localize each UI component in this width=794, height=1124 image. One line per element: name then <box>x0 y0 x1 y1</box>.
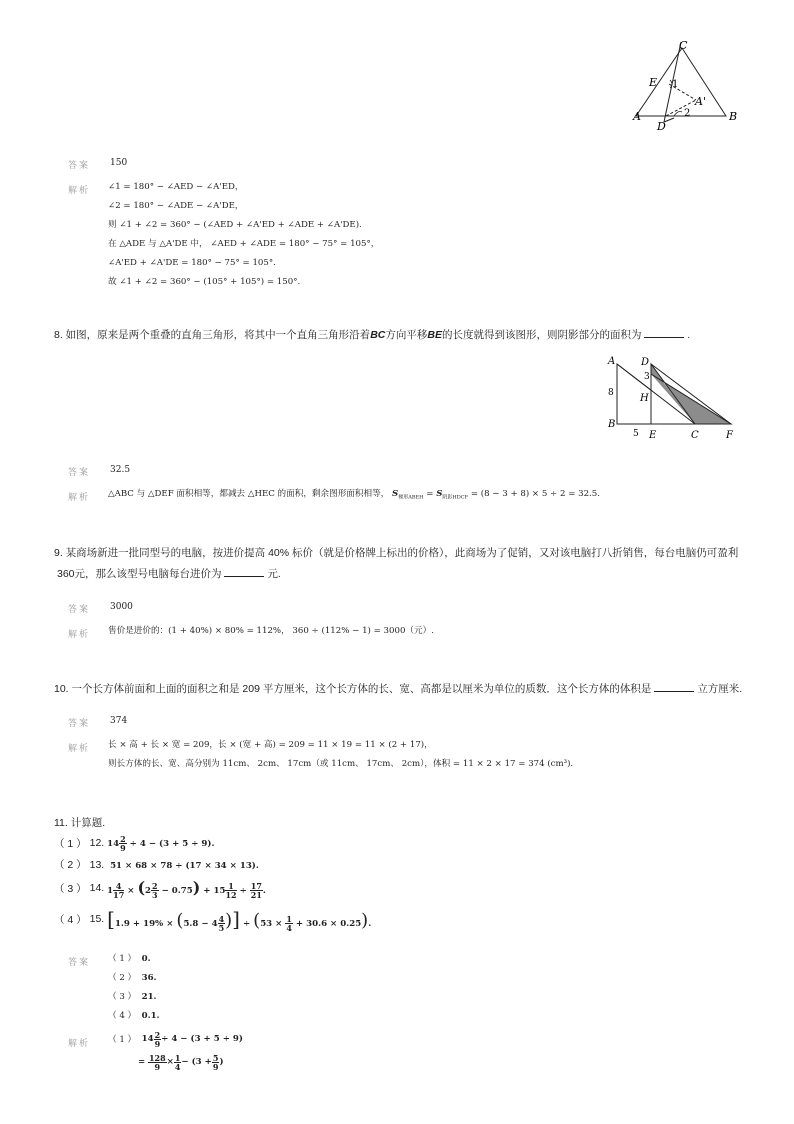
q10-analysis <box>108 736 573 774</box>
answer-label: 答案 <box>68 160 91 170</box>
q11-answers <box>108 950 160 1026</box>
q8-question: 8. 如图，原来是两个重叠的直角三角形，将其中一个直角三角形沿着BC方向平移BE的长度就得到该图形，则阴影部分的面积为 . <box>54 329 691 341</box>
q9-analysis: 售价是进价的：(1 + 40%) × 80% = 112%， 360 ÷ (112% − 1) = 3000（元）. <box>108 626 434 636</box>
q11-item-3: （ 3 ） 14. 1 $\frac{4}{17}$ × (2 $\frac{2}{3}$ − 0.75) + 15 $\frac{1}{12}$ ÷ $\frac{17}{21}$ . <box>54 877 266 900</box>
q10-answer: 374 <box>110 716 128 726</box>
svg-text:5: 5 <box>633 429 639 439</box>
svg-text:E: E <box>649 76 658 89</box>
q9-answer: 3000 <box>110 602 133 612</box>
overlapping-triangles-figure <box>600 352 740 442</box>
analysis-label: 解析 <box>68 185 91 195</box>
q10-question: 10. 一个长方体前面和上面的面积之和是 209 平方厘米，这个长方体的长、宽、高都是以厘米为单位的质数．这个长方体的体积是 立方厘米. <box>54 683 743 695</box>
svg-text:3: 3 <box>644 372 650 382</box>
answer-label: 答案 <box>68 467 91 477</box>
q11-item-2: （ 2 ） 13. 51 × 68 × 78 ÷ (17 × 34 × 13). <box>54 859 259 871</box>
analysis-line: 则长方体的长、宽、高分别为 11cm、 2cm、 17cm（或 11cm、 17cm、 2cm），体积 = 11 × 2 × 17 = 374 (cm³). <box>108 759 574 769</box>
triangle-figure <box>626 36 746 138</box>
analysis-line: 故 ∠1 + ∠2 = 360° − (105° + 105°) = 150°. <box>108 277 301 287</box>
svg-text:C: C <box>679 39 688 52</box>
q11-item-4: （ 4 ） 15. [1.9 + 19% × (5.8 − 4 $\frac{4}{5}$ )] ÷ (53 × $\frac{1}{4}$ + 30.6 × 0.25). <box>54 906 372 933</box>
answer-label: 答案 <box>68 957 91 967</box>
svg-text:B: B <box>608 419 616 430</box>
svg-text:2: 2 <box>684 108 691 119</box>
analysis-label: 解析 <box>68 492 91 502</box>
q11-item-1: （ 1 ） 12. 14 $\frac{2}{9}$ ÷ 4 − (3 + 5 ÷ 9). <box>54 833 215 853</box>
svg-text:A': A' <box>695 95 706 108</box>
q8-analysis: △ABC 与 △DEF 面积相等，都减去 △HEC 的面积，剩余图形面积相等， $S_{梯形ABEH} = S_{阴影HDCF} = (8 - 3 + 8) \times 5 \div 2 = 32.5$. <box>108 489 600 501</box>
analysis-label: 解析 <box>68 743 91 753</box>
q9-question-line2: 360元，那么该型号电脑每台进价为 元. <box>57 568 281 580</box>
analysis-line: ∠2 = 180° − ∠ADE − ∠A'DE， <box>108 201 244 211</box>
svg-text:D: D <box>641 357 650 368</box>
answer-blank <box>654 690 694 692</box>
answer-item: （ 1 ） 0. <box>108 954 151 964</box>
svg-text:B: B <box>729 110 738 123</box>
analysis-line: ∠A'ED + ∠A'DE = 180° − 75° = 105°. <box>108 258 276 268</box>
svg-text:8: 8 <box>608 388 614 398</box>
analysis-line: ∠1 = 180° − ∠AED − ∠A'ED， <box>108 182 244 192</box>
svg-text:F: F <box>726 430 733 441</box>
answer-blank <box>224 575 264 577</box>
svg-text:D: D <box>657 120 666 133</box>
svg-text:1: 1 <box>672 79 679 90</box>
svg-text:H: H <box>640 393 649 404</box>
q11-title: 11. 计算题. <box>54 817 106 829</box>
analysis-label: 解析 <box>68 1038 91 1048</box>
svg-text:E: E <box>649 430 657 441</box>
analysis-line: 长 × 高 + 长 × 宽 = 209，长 × (宽 + 高) = 209 = 11 × 19 = 11 × (2 + 17)， <box>108 740 433 750</box>
q11-analysis: （ 1 ） 14 $\frac{2}{9}$ ÷ 4 − (3 + 5 ÷ 9) = $\frac{128}{9}$ × $\frac{1}{4}$ − (3 + $\frac{5}{9}$ ) <box>108 1029 243 1072</box>
answer-blank <box>644 336 684 338</box>
q8-answer: 32.5 <box>110 465 131 475</box>
answer-item: （ 4 ） 0.1. <box>108 1011 160 1021</box>
q9-question-line1: 9. 某商场新进一批同型号的电脑，按进价提高 40% 标价（就是价格牌上标出的价格），此商场为了促销，又对该电脑打八折销售，每台电脑仍可盈利 <box>54 547 739 559</box>
analysis-line: 则 ∠1 + ∠2 = 360° − (∠AED + ∠A'ED + ∠ADE + ∠A'DE). <box>108 220 362 230</box>
answer-label: 答案 <box>68 604 91 614</box>
svg-text:C: C <box>691 430 699 441</box>
svg-text:A: A <box>608 356 616 367</box>
answer-item: （ 3 ） 21. <box>108 992 157 1002</box>
answer-item: （ 2 ） 36. <box>108 973 157 983</box>
analysis-line: 在 △ADE 与 △A'DE 中， ∠AED + ∠ADE = 180° − 75° = 105°， <box>108 239 380 249</box>
svg-text:A: A <box>633 110 641 123</box>
q7-answer: 150 <box>110 158 128 168</box>
q7-analysis <box>108 178 379 292</box>
answer-label: 答案 <box>68 718 91 728</box>
analysis-label: 解析 <box>68 629 91 639</box>
